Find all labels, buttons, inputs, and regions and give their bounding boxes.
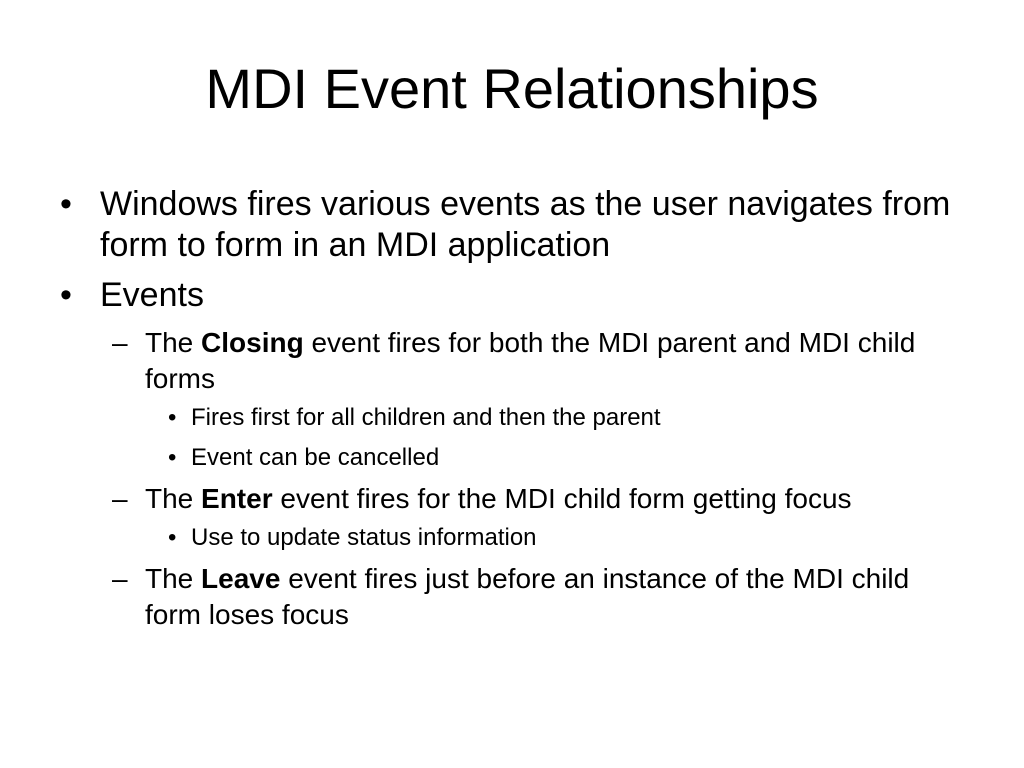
detail-text: Use to update status information xyxy=(191,524,537,551)
sub-item-prefix: The xyxy=(145,483,202,514)
sub-item-enter xyxy=(100,481,960,517)
dash-mark: – xyxy=(112,327,128,358)
bullet-events xyxy=(60,275,960,316)
bullet-windows-fires xyxy=(60,184,960,266)
bullet-mark: • xyxy=(60,276,72,314)
sub-item-closing xyxy=(100,325,960,397)
sub-item-prefix: The xyxy=(145,327,202,358)
bullet-mark: • xyxy=(168,524,177,551)
bullet-text: Windows fires various events as the user navigates from form to form in an MDI application xyxy=(100,185,951,264)
bullet-text: Events xyxy=(100,276,204,314)
detail-item xyxy=(145,441,960,475)
detail-text: Event can be cancelled xyxy=(191,444,440,471)
dash-mark: – xyxy=(112,483,128,514)
sub-item-prefix: The xyxy=(145,563,202,594)
detail-text: Fires first for all children and then the parent xyxy=(191,404,661,431)
sub-item-suffix: event fires for the MDI child form getting focus xyxy=(272,483,852,514)
bullet-mark: • xyxy=(60,185,72,223)
sub-item-suffix: event fires for both the MDI parent and MDI child forms xyxy=(145,327,916,394)
slide-content xyxy=(60,184,960,637)
sub-item-keyword: Enter xyxy=(201,483,273,514)
detail-item xyxy=(145,401,960,435)
sub-item-keyword: Closing xyxy=(201,327,304,358)
bullet-mark: • xyxy=(168,404,177,431)
bullet-mark: • xyxy=(168,444,177,471)
sub-item-suffix: event fires just before an instance of the MDI child form loses focus xyxy=(145,563,910,630)
detail-item xyxy=(145,521,960,555)
sub-item-leave xyxy=(100,561,960,633)
dash-mark: – xyxy=(112,563,128,594)
sub-item-keyword: Leave xyxy=(201,563,281,594)
slide-title: MDI Event Relationships xyxy=(205,57,819,120)
